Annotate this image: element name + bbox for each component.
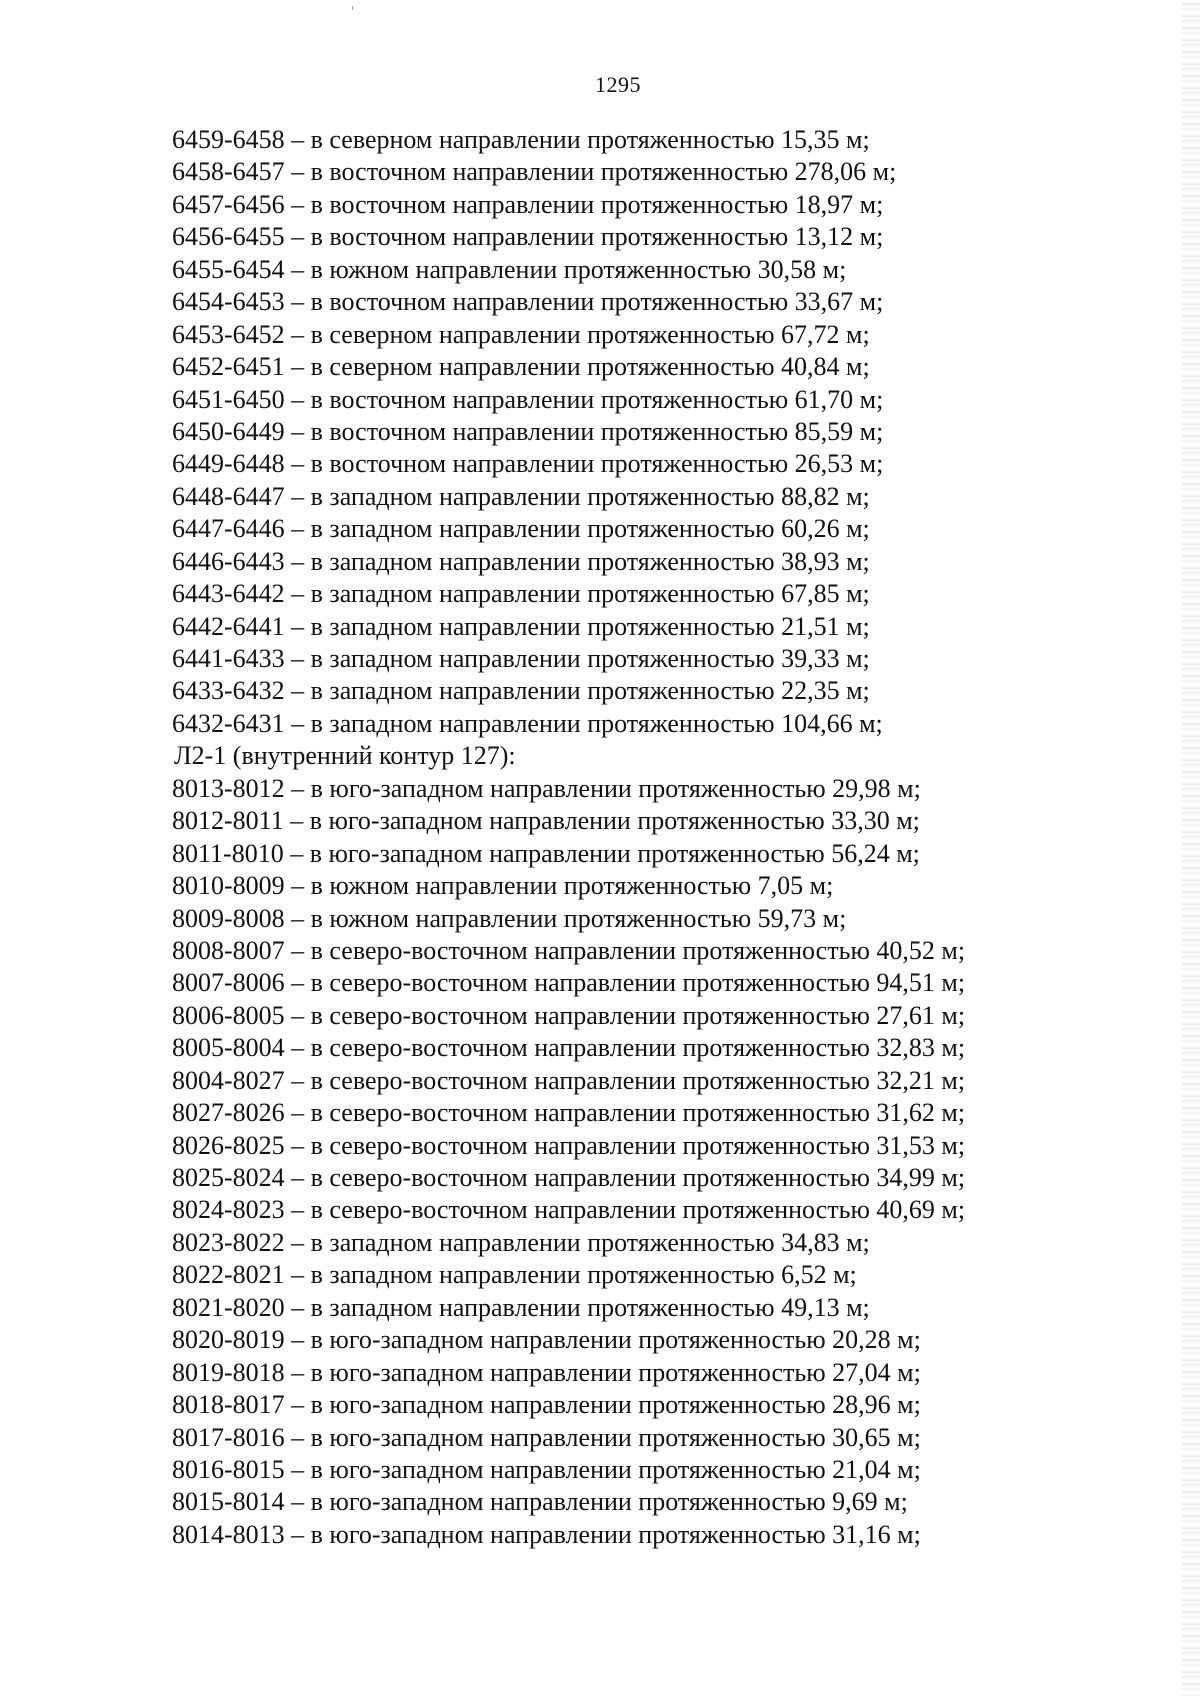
boundary-segment-line: 6449-6448 – в восточном направлении протяженностью 26,53 м; (172, 449, 884, 479)
boundary-segment-line: 8006-8005 – в северо-восточном направлении протяженностью 27,61 м; (172, 1000, 966, 1030)
boundary-segment-line: 8027-8026 – в северо-восточном направлении протяженностью 31,62 м; (172, 1098, 966, 1128)
page-number: 1295 (595, 72, 641, 97)
boundary-segment-line: 8012-8011 – в юго-западном направлении протяженностью 33,30 м; (172, 806, 920, 836)
boundary-segment-line: 8023-8022 – в западном направлении протяженностью 34,83 м; (172, 1227, 870, 1257)
boundary-segment-line: 6459-6458 – в северном направлении протяженностью 15,35 м; (172, 125, 870, 154)
boundary-segment-line: 8024-8023 – в северо-восточном направлении протяженностью 40,69 м; (172, 1195, 966, 1225)
boundary-segment-line: 6432-6431 – в западном направлении протяженностью 104,66 м; (172, 708, 883, 738)
boundary-segment-line: 8016-8015 – в юго-западном направлении протяженностью 21,04 м; (172, 1454, 921, 1484)
boundary-segment-line: 8026-8025 – в северо-восточном направлении протяженностью 31,53 м; (172, 1130, 966, 1160)
boundary-segment-line: 6458-6457 – в восточном направлении протяженностью 278,06 м; (172, 157, 897, 187)
boundary-segment-line: 8013-8012 – в юго-западном направлении протяженностью 29,98 м; (172, 773, 921, 803)
boundary-segment-line: 8020-8019 – в юго-западном направлении протяженностью 20,28 м; (172, 1325, 921, 1355)
boundary-segment-line: 6455-6454 – в южном направлении протяженностью 30,58 м; (172, 254, 847, 284)
boundary-segment-line: 6447-6446 – в западном направлении протяженностью 60,26 м; (172, 514, 870, 544)
boundary-segment-line: 8025-8024 – в северо-восточном направлении протяженностью 34,99 м; (172, 1163, 966, 1192)
boundary-segment-line: 8021-8020 – в западном направлении протяженностью 49,13 м; (172, 1292, 870, 1322)
boundary-segment-line: 8004-8027 – в северо-восточном направлении протяженностью 32,21 м; (172, 1065, 966, 1095)
boundary-segment-line: 8009-8008 – в южном направлении протяженностью 59,73 м; (172, 903, 847, 933)
boundary-segment-line: 8022-8021 – в западном направлении протяженностью 6,52 м; (172, 1260, 857, 1290)
boundary-segment-line: 6448-6447 – в западном направлении протяженностью 88,82 м; (172, 481, 870, 511)
boundary-segment-line: 6454-6453 – в восточном направлении протяженностью 33,67 м; (172, 287, 884, 317)
scan-artifact (352, 6, 353, 10)
boundary-segment-line: 6456-6455 – в восточном направлении протяженностью 13,12 м; (172, 222, 884, 252)
boundary-segment-line: 6451-6450 – в восточном направлении протяженностью 61,70 м; (172, 384, 884, 414)
boundary-segment-line: 6433-6432 – в западном направлении протяженностью 22,35 м; (172, 676, 870, 706)
boundary-segment-line: 6452-6451 – в северном направлении протяженностью 40,84 м; (172, 352, 870, 382)
contour-heading: Л2-1 (внутренний контур 127): (174, 741, 516, 771)
boundary-segment-line: 8008-8007 – в северо-восточном направлении протяженностью 40,52 м; (172, 935, 966, 965)
scan-edge-artifact (1182, 0, 1200, 1696)
boundary-segment-line: 8015-8014 – в юго-западном направлении протяженностью 9,69 м; (172, 1487, 908, 1517)
boundary-segment-line: 8005-8004 – в северо-восточном направлении протяженностью 32,83 м; (172, 1033, 966, 1063)
boundary-segment-line: 6457-6456 – в восточном направлении протяженностью 18,97 м; (172, 189, 884, 219)
boundary-segment-line: 6443-6442 – в западном направлении протяженностью 67,85 м; (172, 579, 870, 609)
boundary-segment-line: 8019-8018 – в юго-западном направлении протяженностью 27,04 м; (172, 1357, 921, 1387)
boundary-segment-line: 6453-6452 – в северном направлении протяженностью 67,72 м; (172, 319, 870, 349)
boundary-segment-line: 6450-6449 – в восточном направлении протяженностью 85,59 м; (172, 416, 884, 446)
boundary-segment-line: 6441-6433 – в западном направлении протяженностью 39,33 м; (172, 644, 870, 673)
boundary-segment-line: 8010-8009 – в южном направлении протяженностью 7,05 м; (172, 871, 834, 901)
boundary-segment-line: 8017-8016 – в юго-западном направлении протяженностью 30,65 м; (172, 1422, 921, 1452)
boundary-segment-line: 8014-8013 – в юго-западном направлении протяженностью 31,16 м; (172, 1519, 921, 1549)
boundary-segment-line: 8007-8006 – в северо-восточном направлении протяженностью 94,51 м; (172, 968, 966, 998)
boundary-description-list (172, 124, 1072, 1551)
boundary-segment-line: 6446-6443 – в западном направлении протяженностью 38,93 м; (172, 546, 870, 576)
boundary-segment-line: 8011-8010 – в юго-западном направлении протяженностью 56,24 м; (172, 838, 920, 868)
boundary-segment-line: 8018-8017 – в юго-западном направлении протяженностью 28,96 м; (172, 1390, 921, 1420)
boundary-segment-line: 6442-6441 – в западном направлении протяженностью 21,51 м; (172, 611, 870, 641)
